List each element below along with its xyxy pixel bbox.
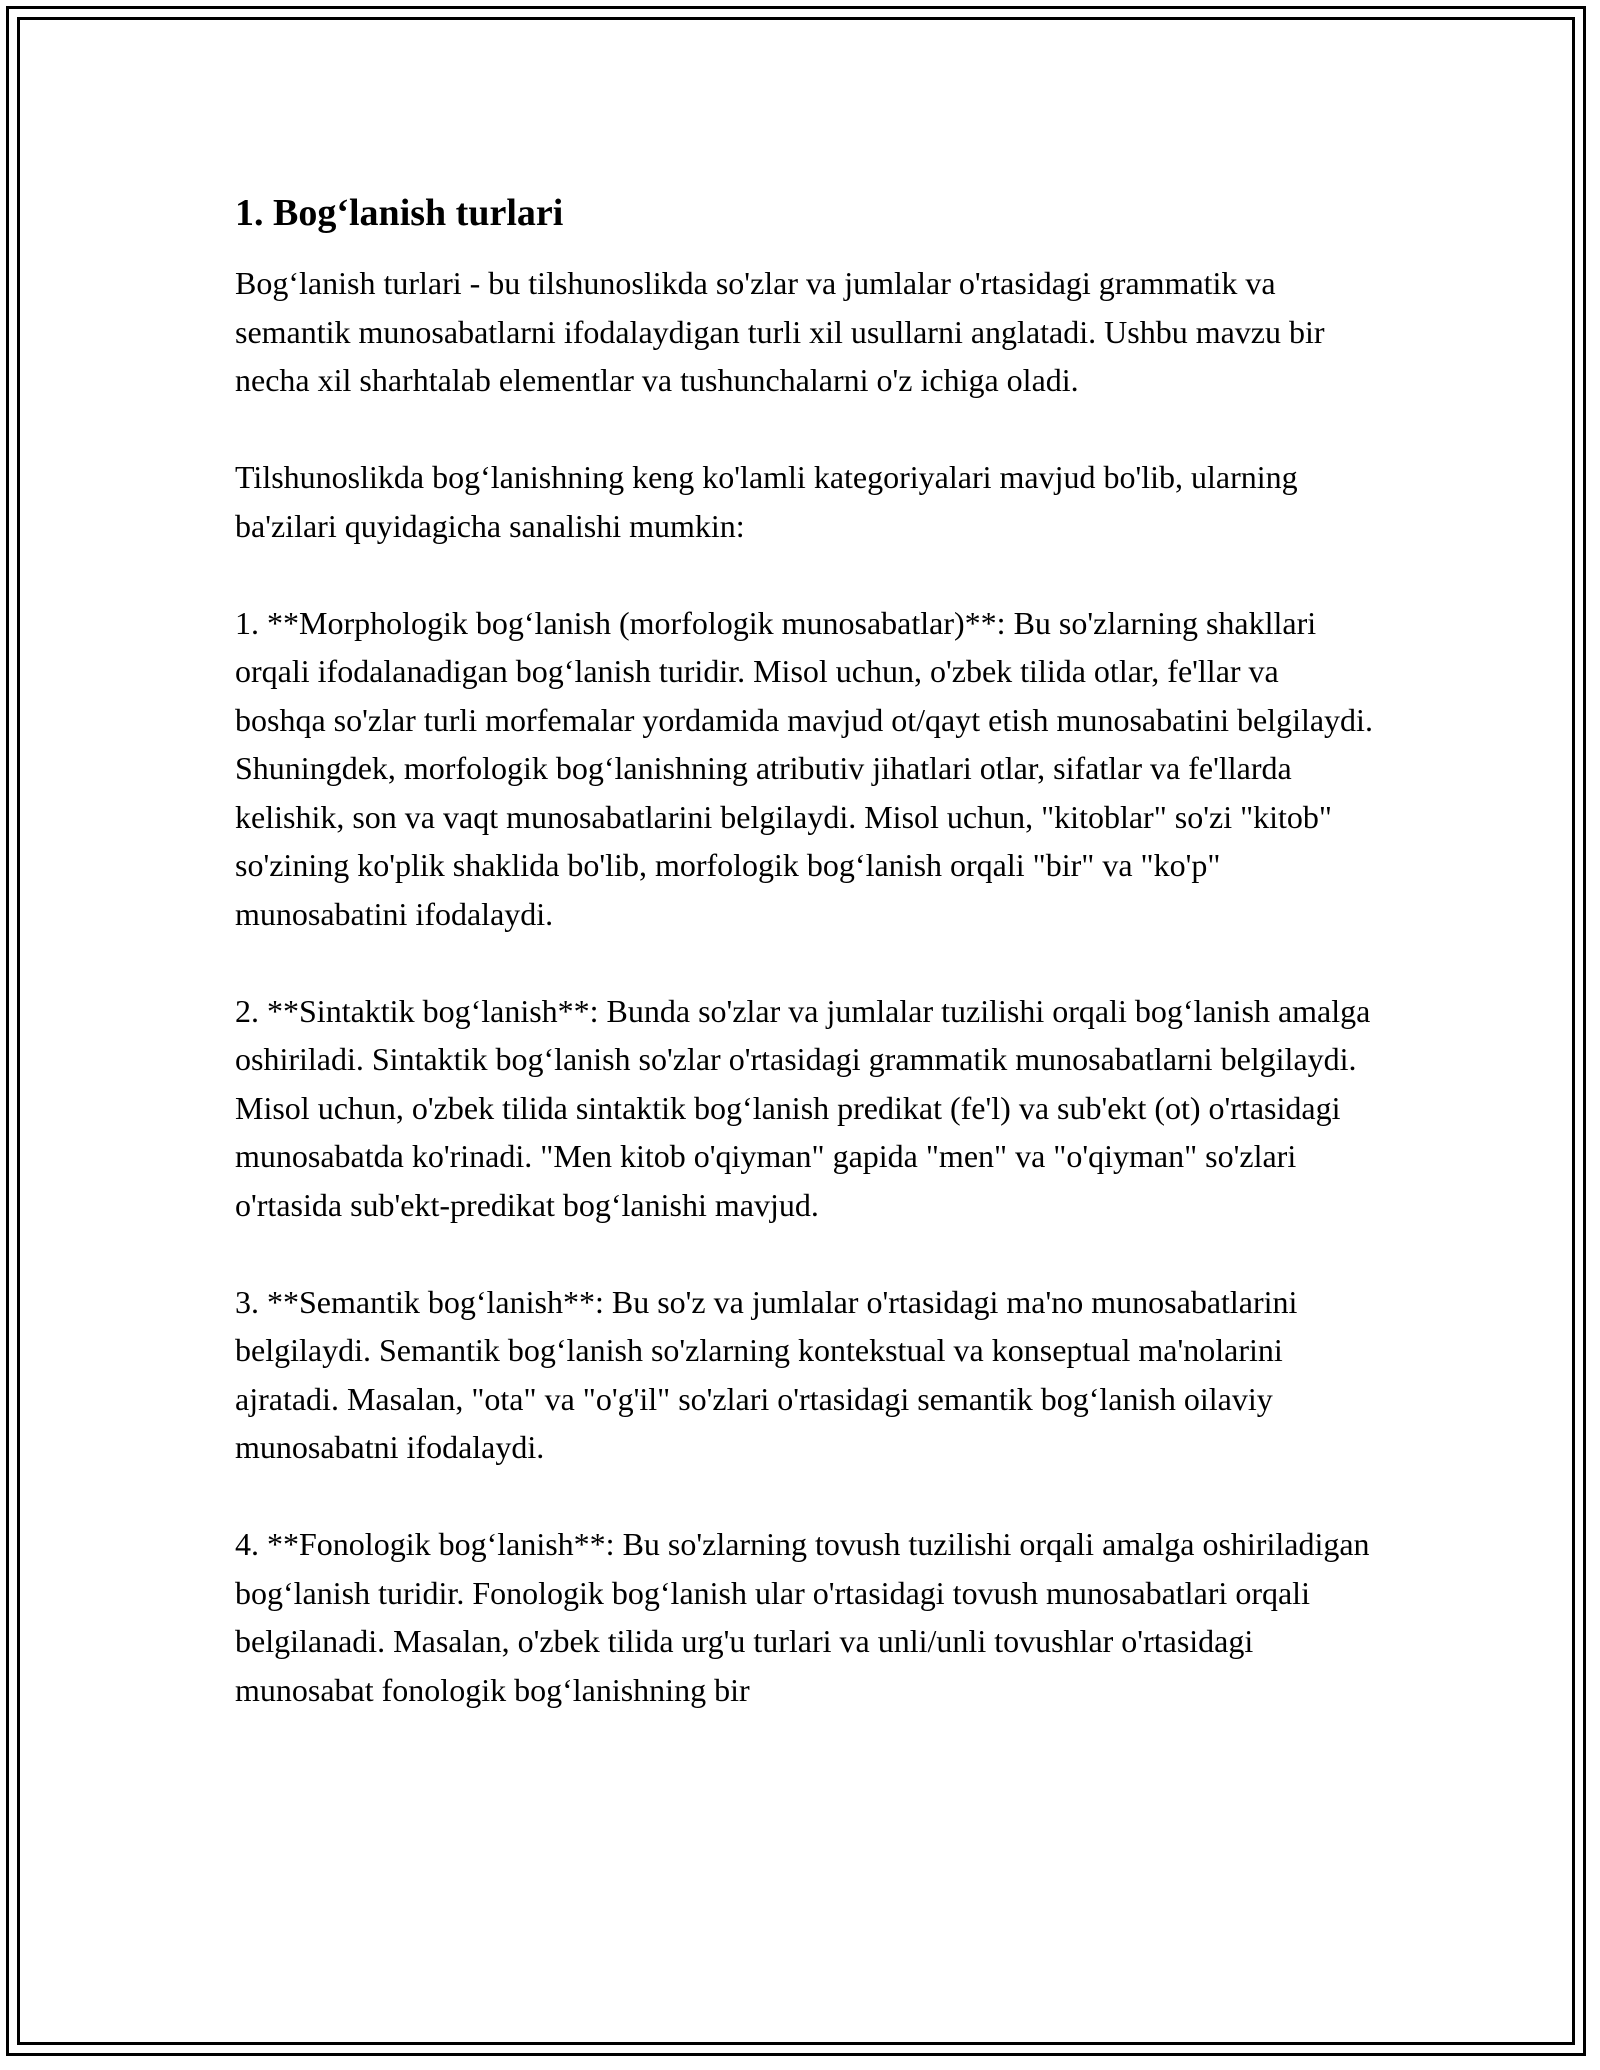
semantic-item-paragraph: 3. **Semantik bog‘lanish**: Bu so'z va jumlalar o'rtasidagi ma'no munosabatlarini belgilaydi. Semantik bog‘lanish so'zlarning kontekstual va konseptual ma'nolarini ajratadi. Masalan, "ota" va "o'g'il" so'zlari o'rtasidagi semantik bog‘lanish oilaviy munosabatni ifodalaydi. (235, 1283, 1298, 1465)
intro-paragraph: Bog‘lanish turlari - bu tilshunoslikda so'zlar va jumlalar o'rtasidagi grammatik va semantik munosabatlarni ifodalaydigan turli xil usullarni anglatadi. Ushbu mavzu bir necha xil sharhtalab elementlar va tushunchalarni o'z ichiga oladi. (235, 265, 1325, 398)
morphological-item-paragraph: 1. **Morphologik bog‘lanish (morfologik munosabatlar)**: Bu so'zlarning shakllari orqali ifodalanadigan bog‘lanish turidir. Misol uchun, o'zbek tilida otlar, fe'llar va boshqa so'zlar turli morfemalar yordamida mavjud ot/qayt etish munosabatini belgilaydi. Shuningdek, morfologik bog‘lanishning atributiv jihatlari otlar, sifatlar va fe'llarda kelishik, son va vaqt munosabatlarini belgilaydi. Misol uchun, "kitoblar" so'zi "kitob" so'zining ko'plik shaklida bo'lib, morfologik bog‘lanish orqali "bir" va "ko'p" munosabatini ifodalaydi. (235, 604, 1373, 932)
phonological-item-paragraph: 4. **Fonologik bog‘lanish**: Bu so'zlarning tovush tuzilishi orqali amalga oshiriladigan bog‘lanish turidir. Fonologik bog‘lanish ular o'rtasidagi tovush munosabatlari orqali belgilanadi. Masalan, o'zbek tilida urg'u turlari va unli/unli tovushlar o'rtasidagi munosabat fonologik bog‘lanishning bir (235, 1526, 1370, 1708)
categories-intro-paragraph: Tilshunoslikda bog‘lanishning keng ko'lamli kategoriyalari mavjud bo'lib, ularning ba'zilari quyidagicha sanalishi mumkin: (235, 459, 1298, 544)
document-body (235, 185, 1375, 1714)
syntactic-item-paragraph: 2. **Sintaktik bog‘lanish**: Bunda so'zlar va jumlalar tuzilishi orqali bog‘lanish amalga oshiriladi. Sintaktik bog‘lanish so'zlar o'rtasidagi grammatik munosabatlarni belgilaydi. Misol uchun, o'zbek tilida sintaktik bog‘lanish predikat (fe'l) va sub'ekt (ot) o'rtasidagi munosabatda ko'rinadi. "Men kitob o'qiyman" gapida "men" va "o'qiyman" so'zlari o'rtasida sub'ekt-predikat bog‘lanishi mavjud. (235, 992, 1371, 1223)
section-heading: 1. Bog‘lanish turlari (235, 192, 564, 234)
